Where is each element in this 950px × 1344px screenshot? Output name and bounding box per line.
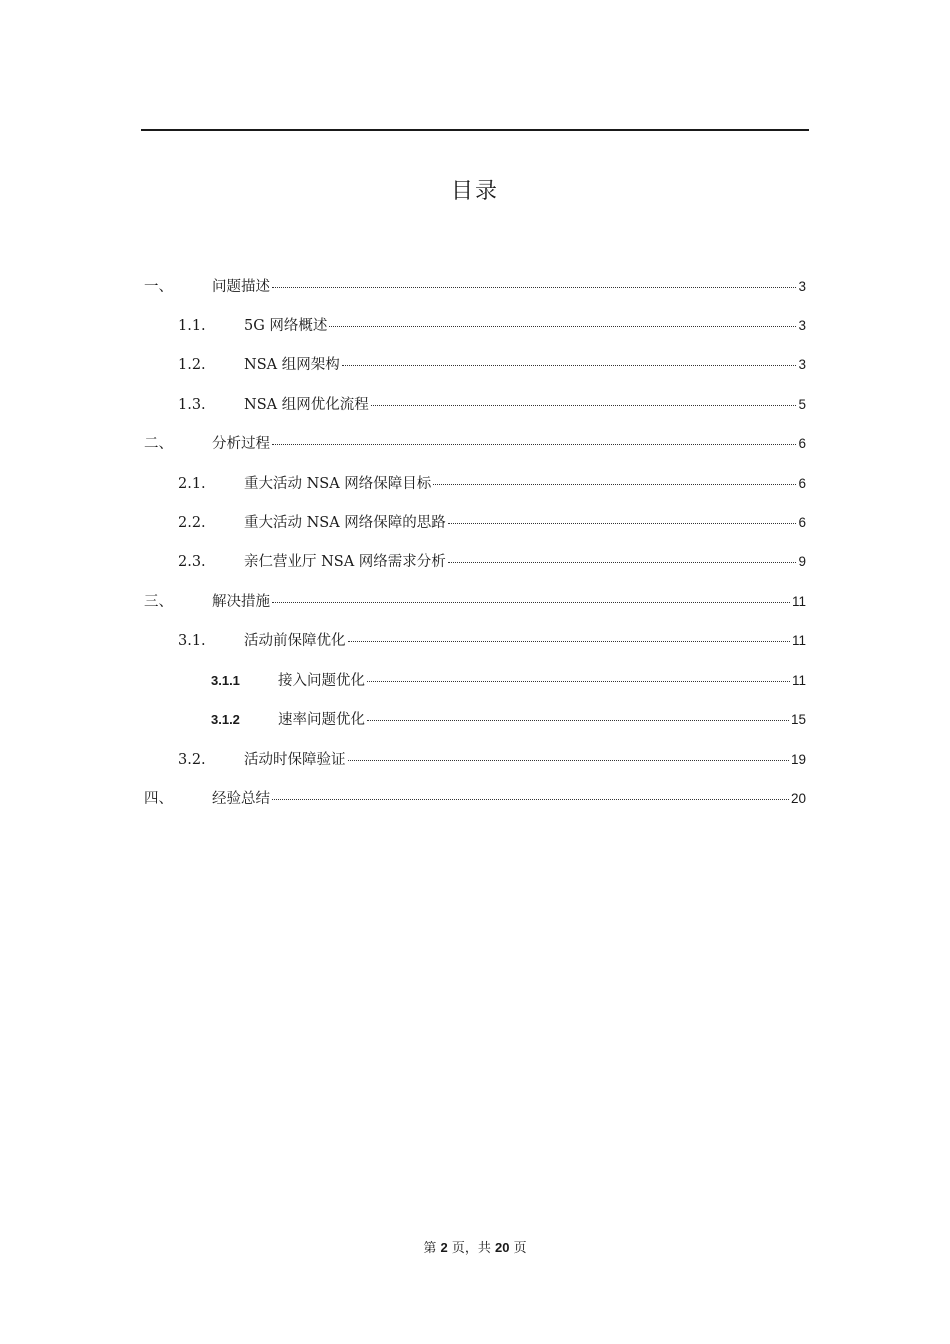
toc-entry-1-1[interactable]	[178, 314, 806, 336]
footer-suffix: 页	[513, 1241, 527, 1256]
toc-leader	[367, 720, 789, 721]
toc-leader	[272, 799, 789, 800]
toc-leader	[348, 641, 790, 642]
toc-entry-number: 2.2.	[178, 515, 206, 531]
toc-entry-text: NSA 组网架构	[244, 357, 340, 373]
toc-leader	[367, 681, 790, 682]
footer-prefix: 第	[423, 1241, 437, 1256]
toc-leader	[342, 365, 797, 366]
toc-entry-number: 四、	[144, 791, 173, 807]
toc-entry-text: 速率问题优化	[278, 712, 365, 728]
toc-entry-text: 活动前保障优化	[244, 633, 346, 649]
toc-entry-page: 11	[791, 594, 806, 609]
toc-entry-page: 19	[790, 752, 806, 767]
toc-entry-text: 经验总结	[212, 791, 270, 807]
toc-entry-number: 二、	[144, 436, 173, 452]
toc-entry-page: 6	[798, 476, 806, 491]
toc-leader	[348, 760, 789, 761]
toc-entry-number: 一、	[144, 279, 173, 295]
toc-entry-page: 3	[798, 279, 806, 294]
page-footer	[0, 1237, 950, 1256]
toc-entry-text: 分析过程	[212, 436, 270, 452]
toc-entry-3-1-2[interactable]	[211, 708, 806, 730]
toc-entry-1[interactable]	[144, 275, 806, 297]
toc-entry-number: 2.3.	[178, 554, 206, 570]
toc-entry-4[interactable]	[144, 787, 806, 809]
toc-entry-text: 重大活动 NSA 网络保障的思路	[244, 515, 446, 531]
toc-leader	[272, 287, 796, 288]
toc-entry-page: 9	[798, 554, 806, 569]
toc-entry-2[interactable]	[144, 432, 806, 454]
toc-leader	[448, 523, 797, 524]
toc-entry-page: 5	[798, 397, 806, 412]
toc-entry-number: 1.3.	[178, 397, 206, 413]
header-rule	[141, 129, 809, 131]
toc-entry-page: 15	[790, 712, 806, 727]
toc-entry-2-3[interactable]	[178, 550, 806, 572]
toc-leader	[371, 405, 797, 406]
toc-entry-number: 2.1.	[178, 476, 206, 492]
toc-entry-3-1-1[interactable]	[211, 669, 806, 691]
toc-entry-3-2[interactable]	[178, 748, 806, 770]
toc-entry-1-3[interactable]	[178, 393, 806, 415]
footer-total-pages: 20	[495, 1240, 510, 1255]
toc-leader	[272, 444, 796, 445]
toc-entry-text: NSA 组网优化流程	[244, 397, 369, 413]
toc-entry-page: 3	[798, 318, 806, 333]
footer-current-page: 2	[440, 1240, 448, 1255]
toc-leader	[448, 562, 797, 563]
toc-entry-page: 20	[790, 791, 806, 806]
toc-entry-text: 接入问题优化	[278, 673, 365, 689]
toc-entry-number: 3.2.	[178, 752, 206, 768]
toc-entry-3-1[interactable]	[178, 629, 806, 651]
toc-entry-number: 3.1.	[178, 633, 206, 649]
page-title: 目录	[450, 179, 499, 204]
toc-entry-1-2[interactable]	[178, 353, 806, 375]
toc-entry-text: 亲仁营业厅 NSA 网络需求分析	[244, 554, 446, 570]
toc-entry-number: 三、	[144, 594, 173, 610]
toc-entry-page: 11	[791, 633, 806, 648]
toc-entry-text: 5G 网络概述	[244, 318, 328, 334]
toc-leader	[329, 326, 796, 327]
toc-entry-2-1[interactable]	[178, 472, 806, 494]
toc-entry-number: 1.1.	[178, 318, 206, 334]
toc-entry-number: 1.2.	[178, 357, 206, 373]
toc-entry-text: 重大活动 NSA 网络保障目标	[244, 476, 432, 492]
toc-entry-3[interactable]	[144, 590, 806, 612]
toc-entry-page: 11	[791, 673, 806, 688]
toc-leader	[433, 484, 796, 485]
toc-entry-number: 3.1.1	[211, 673, 240, 688]
toc-entry-text: 活动时保障验证	[244, 752, 346, 768]
toc-entry-page: 6	[798, 436, 806, 451]
toc-leader	[272, 602, 790, 603]
toc-entry-2-2[interactable]	[178, 511, 806, 533]
toc-entry-text: 解决措施	[212, 594, 270, 610]
toc-entry-page: 3	[798, 357, 806, 372]
toc-entry-number: 3.1.2	[211, 712, 240, 727]
toc-entry-page: 6	[798, 515, 806, 530]
toc-entry-text: 问题描述	[212, 279, 270, 295]
footer-middle: 页，共	[451, 1241, 491, 1256]
